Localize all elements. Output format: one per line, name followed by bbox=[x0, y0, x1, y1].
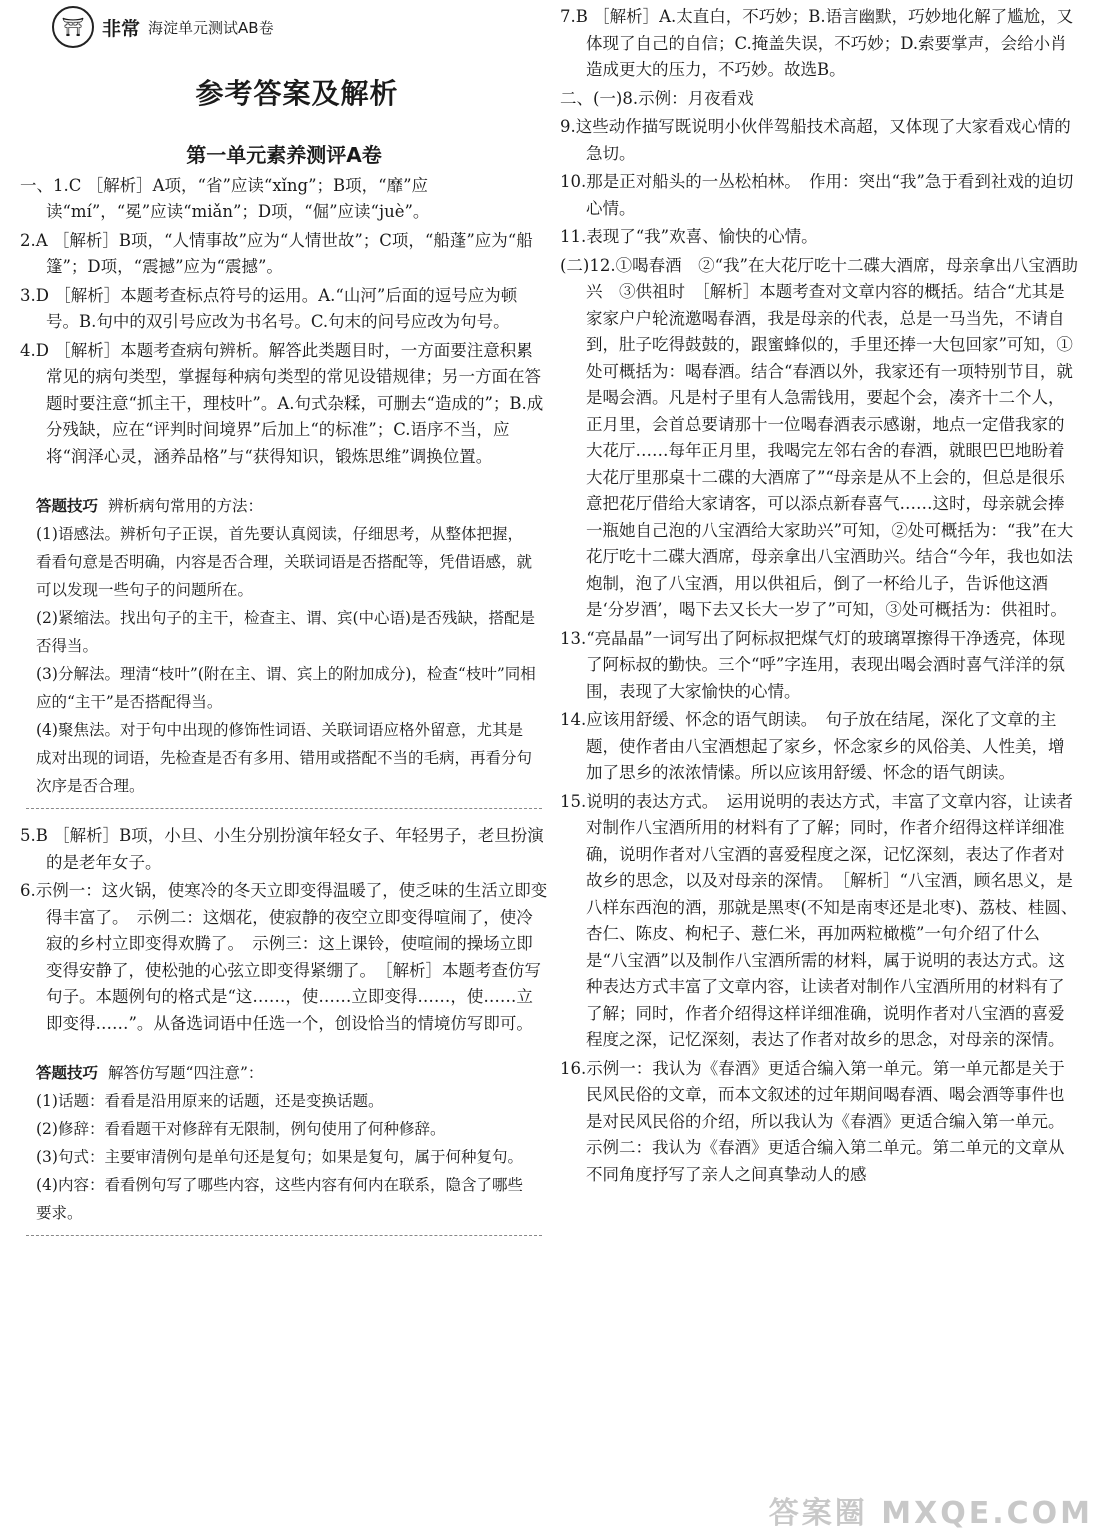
answer-item: (二)12.①喝春酒 ②“我”在大花厅吃十二碟大酒席，母亲拿出八宝酒助兴 ③供祖时 ［解析］本题考查对文章内容的概括。结合“尤其是家家户户轮流邀喝春酒，我是母亲的代表，总是一马当先，不请自到，肚子吃得鼓鼓的，跟蜜蜂似的，手里还捧一大包回家”可知，①处可概括为：喝春酒。结合“春酒以外，我家还有一项特别节目，就是喝会酒。凡是村子里有人急需钱用，要起个会，凑齐十二个人，正月里，会首总要请那十一位喝春酒表示感谢，地点一定借我家的大花厅……每年正月里，我喝完左邻右舍的春酒，就眼巴巴地盼着大花厅里那桌十二碟的大酒席了”“母亲是从不上会的，但总是很乐意把花厅借给大家请客，可以添点新春喜气……这时，母亲就会捧一瓶她自己泡的八宝酒给大家助兴”可知，②处可概括为：“我”在大花厅吃十二碟大酒席，母亲拿出八宝酒助兴。结合“今年，我也如法炮制，泡了八宝酒，用以供祖后，倒了一杯给儿子，告诉他这酒是‘分岁酒’，喝下去又长大一岁了”可知，③处可概括为：供祖时。 bbox=[560, 255, 1078, 619]
tip-line: (4)内容：看看例句写了哪些内容，这些内容有何内在联系，隐含了哪些要求。 bbox=[36, 1176, 523, 1222]
page-header bbox=[52, 8, 274, 46]
unit-title: 第一单元素养测评A卷 bbox=[186, 143, 382, 167]
answer-item: 5.B ［解析］B项，小旦、小生分别扮演年轻女子、年轻男子，老旦扮演的是老年女子。 bbox=[20, 826, 544, 872]
tip-intro: 解答仿写题“四注意”： bbox=[108, 1064, 264, 1082]
tip-box bbox=[26, 1051, 542, 1236]
tip-heading: 答题技巧 bbox=[36, 497, 99, 515]
answer-item: 15.说明的表达方式。 运用说明的表达方式，丰富了文章内容，让读者对制作八宝酒所用的材料有了了解；同时，作者介绍得这样详细准确，说明作者对八宝酒的喜爱程度之深，记忆深刻，表达了作者对故乡的思念，以及对母亲的深情。 ［解析］“八宝酒，顾名思义，是八样东西泡的酒，那就是黑枣(不知是南枣还是北枣)、荔枝、桂圆、杏仁、陈皮、枸杞子、薏仁米，再加两粒橄榄”一句介绍了什么是“八宝酒”以及制作八宝酒所需的材料，属于说明的表达方式。这种表达方式丰富了文章内容，让读者对制作八宝酒所用的材料有了了解；同时，作者介绍得这样详细准确，说明作者对八宝酒的喜爱程度之深，记忆深刻，表达了作者对故乡的思念，对母亲的深情。 bbox=[560, 791, 1078, 1049]
left-column bbox=[20, 142, 548, 1250]
series-name: 海淀单元测试AB卷 bbox=[148, 18, 274, 37]
tip-heading: 答题技巧 bbox=[36, 1064, 99, 1082]
tip-line: (4)聚焦法。对于句中出现的修饰性词语、关联词语应格外留意，尤其是成对出现的词语，先检查是否有多用、错用或搭配不当的毛病，再看分句次序是否合理。 bbox=[36, 721, 533, 795]
tip-intro: 辨析病句常用的方法： bbox=[108, 497, 264, 515]
answer-item: 一、1.C ［解析］A项，“省”应读“xǐng”；B项，“靡”应读“mí”，“冕”应读“miǎn”；D项，“倔”应读“juè”。 bbox=[20, 175, 430, 221]
answer-item: 6.示例一：这火锅，使寒冷的冬天立即变得温暖了，使乏味的生活立即变得丰富了。 示例二：这烟花，使寂静的夜空立即变得喧闹了，使冷寂的乡村立即变得欢腾了。 示例三：这上课铃，使喧闹的操场立即变得安静了，使松弛的心弦立即变得紧绷了。 ［解析］本题考查仿写句子。本题例句的格式是“这……，使……立即变得……，使……立即变得……”。从备选词语中任选一个，创设恰当的情境仿写即可。 bbox=[20, 881, 548, 1033]
answer-item: 9.这些动作描写既说明小伙伴驾船技术高超，又体现了大家看戏心情的急切。 bbox=[560, 117, 1071, 163]
tip-box bbox=[26, 484, 542, 809]
answer-item: 13.“亮晶晶”一词写出了阿标叔把煤气灯的玻璃罩擦得干净透亮，体现了阿标叔的勤快。三个“呼”字连用，表现出喝会酒时喜气洋洋的氛围，表现了大家愉快的心情。 bbox=[560, 628, 1066, 701]
series-label: 非常 bbox=[102, 17, 141, 40]
answer-item: 2.A ［解析］B项，“人情事故”应为“人情世故”；C项，“船蓬”应为“船篷”；D项，“震撼”应为“震撼”。 bbox=[20, 230, 533, 276]
tip-line: (2)修辞：看看题干对修辞有无限制，例句使用了何种修辞。 bbox=[36, 1120, 446, 1138]
publisher-logo-icon: ⛩ bbox=[52, 6, 94, 48]
page-title: 参考答案及解析 bbox=[195, 77, 399, 110]
tip-line: (2)紧缩法。找出句子的主干，检查主、谓、宾(中心语)是否残缺，搭配是否得当。 bbox=[36, 609, 536, 655]
tip-line: (1)语感法。辨析句子正误，首先要认真阅读，仔细思考，从整体把握，看看句意是否明确，内容是否合理，关联词语是否搭配等，凭借语感，就可以发现一些句子的问题所在。 bbox=[36, 525, 533, 599]
watermark: 答案圈 MXQE.COM bbox=[768, 1496, 1093, 1531]
answer-item: 11.表现了“我”欢喜、愉快的心情。 bbox=[560, 227, 818, 246]
right-column bbox=[560, 4, 1080, 1190]
tip-line: (3)句式：主要审清例句是单句还是复句；如果是复句，属于何种复句。 bbox=[36, 1148, 523, 1166]
answer-item: 7.B ［解析］A.太直白，不巧妙；B.语言幽默，巧妙地化解了尴尬，又体现了自己的自信；C.掩盖失误，不巧妙；D.索要掌声，会给小肖造成更大的压力，不巧妙。故选B。 bbox=[560, 7, 1074, 79]
answer-item: 4.D ［解析］本题考查病句辨析。解答此类题目时，一方面要注意积累常见的病句类型，掌握每种病句类型的常见设错规律；另一方面在答题时要注意“抓主干，理枝叶”。A.句式杂糅，可删去“造成的”；B.成分残缺，应在“评判时间境界”后加上“的标准”；C.语序不当，应将“润泽心灵，涵养品格”与“获得知识，锻炼思维”调换位置。 bbox=[20, 340, 544, 466]
answer-item: 3.D ［解析］本题考查标点符号的运用。A.“山河”后面的逗号应为顿号。B.句中的双引号应改为书名号。C.句末的问号应改为句号。 bbox=[20, 285, 518, 331]
answer-item: 16.示例一：我认为《春酒》更适合编入第一单元。第一单元都是关于民风民俗的文章，而本文叙述的过年期间喝春酒、喝会酒等事件也是对民风民俗的介绍，所以我认为《春酒》更适合编入第一单元。 示例二：我认为《春酒》更适合编入第二单元。第二单元的文章从不同角度抒写了亲人之间真挚动人的感 bbox=[560, 1058, 1073, 1184]
answer-item: 14.应该用舒缓、怀念的语气朗读。 句子放在结尾，深化了文章的主题，使作者由八宝酒想起了家乡，怀念家乡的风俗美、人性美，增加了思乡的浓浓情愫。所以应该用舒缓、怀念的语气朗读。 bbox=[560, 710, 1065, 782]
tip-line: (3)分解法。理清“枝叶”(附在主、谓、宾上的附加成分)，检查“枝叶”同相应的“主干”是否搭配得当。 bbox=[36, 665, 536, 711]
answer-item: 10.那是正对船头的一丛松柏林。 作用：突出“我”急于看到社戏的迫切心情。 bbox=[560, 172, 1074, 218]
answer-item: 二、(一)8.示例：月夜看戏 bbox=[560, 88, 754, 108]
tip-line: (1)话题：看看是沿用原来的话题，还是变换话题。 bbox=[36, 1092, 384, 1110]
